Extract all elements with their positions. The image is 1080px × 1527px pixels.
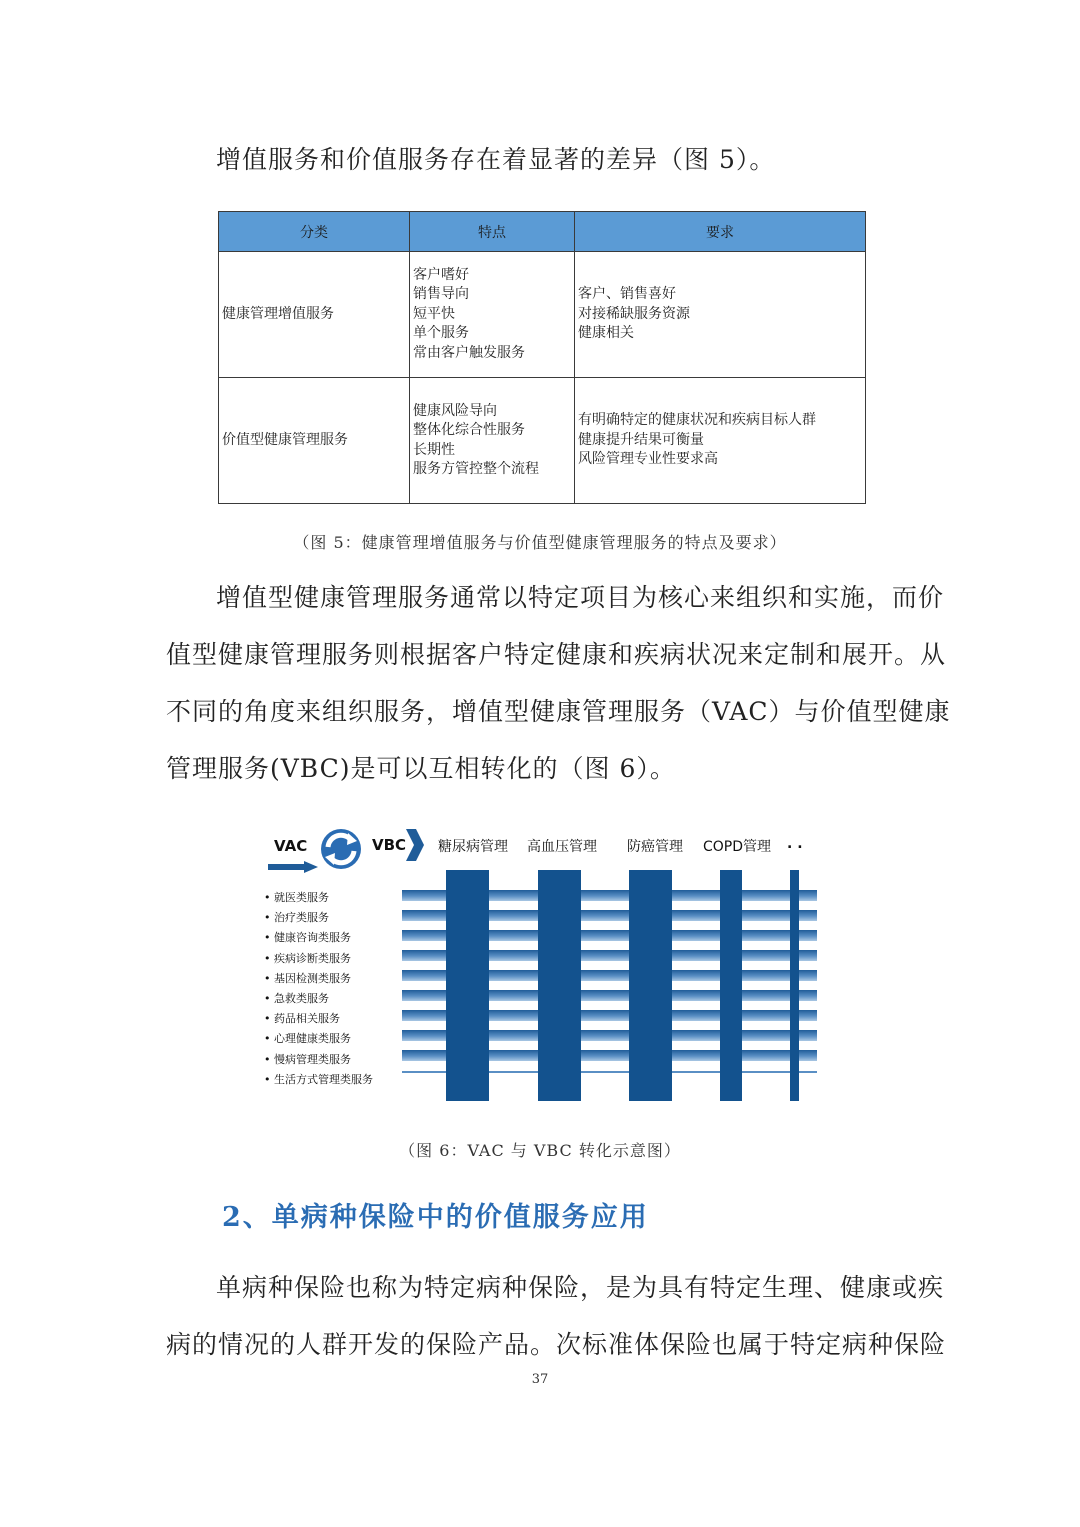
- refresh-cycle-icon: [314, 827, 368, 871]
- list-item: [264, 1009, 373, 1029]
- comparison-table: [218, 211, 866, 504]
- list-item: [264, 1029, 373, 1049]
- right-arrow-icon: [406, 829, 424, 861]
- bullet: •: [264, 931, 271, 945]
- service-label: 就医类服务: [274, 891, 329, 904]
- feature-item: 常由客户触发服务: [413, 344, 525, 361]
- service-list: [264, 888, 373, 1090]
- requirement-item: 客户、销售喜好: [578, 286, 676, 303]
- category-cell: [219, 378, 410, 504]
- disease-bar-cancer: [629, 870, 672, 1101]
- service-label: 药品相关服务: [274, 1012, 340, 1026]
- category-cell: [219, 252, 410, 378]
- vac-vbc-diagram: [260, 825, 830, 1115]
- bullet: •: [264, 1072, 271, 1086]
- service-label: 健康咨询类服务: [274, 931, 351, 945]
- body-paragraph-1: [166, 569, 951, 797]
- down-arrow-icon: [268, 861, 318, 875]
- service-label: 治疗类服务: [274, 911, 329, 925]
- list-item: [264, 989, 373, 1009]
- column-header-more: . .: [787, 836, 803, 852]
- paragraph-line: 不同的角度来组织服务，增值型健康管理服务（VAC）与价值型健康: [166, 697, 951, 726]
- feature-item: 服务方管控整个流程: [413, 461, 539, 477]
- table-row: [219, 252, 866, 378]
- requirements-cell: [575, 378, 866, 504]
- service-label: 心理健康类服务: [274, 1032, 351, 1046]
- column-header-hypertension: 高血压管理: [527, 839, 597, 855]
- requirement-item: 风险管理专业性要求高: [578, 451, 718, 468]
- requirement-item: 健康提升结果可衡量: [578, 431, 704, 448]
- feature-item: 整体化综合性服务: [413, 422, 525, 438]
- category-text: 价值型健康管理服务: [222, 431, 348, 448]
- table-header: 分类: [219, 212, 410, 252]
- disease-bar-hypertension: [538, 870, 581, 1101]
- list-item: [264, 1050, 373, 1070]
- paragraph-line: 单病种保险也称为特定病种保险，是为具有特定生理、健康或疾: [216, 1273, 945, 1302]
- bullet: •: [264, 1052, 271, 1066]
- service-label: 急救类服务: [274, 991, 329, 1005]
- service-label: 生活方式管理类服务: [274, 1072, 373, 1086]
- features-cell: [410, 252, 575, 378]
- category-text: 健康管理增值服务: [222, 305, 334, 322]
- column-header-diabetes: 糖尿病管理: [438, 839, 508, 855]
- vbc-label: VBC: [372, 836, 407, 854]
- list-item: [264, 888, 373, 908]
- list-item: [264, 969, 373, 989]
- figure6-caption: （图 6：VAC 与 VBC 转化示意图）: [399, 1141, 681, 1160]
- intro-line: 增值服务和价值服务存在着显著的差异（图 5）。: [216, 145, 776, 174]
- feature-item: 单个服务: [413, 325, 469, 342]
- features-cell: [410, 378, 575, 504]
- figure5-caption: （图 5：健康管理增值服务与价值型健康管理服务的特点及要求）: [293, 533, 787, 552]
- requirements-cell: [575, 252, 866, 378]
- bullet: •: [264, 971, 271, 985]
- body-paragraph-2: [166, 1259, 947, 1373]
- bullet: •: [264, 991, 271, 1005]
- feature-item: 短平快: [413, 305, 455, 322]
- section-heading: 2、单病种保险中的价值服务应用: [222, 1202, 649, 1233]
- service-label: 疾病诊断类服务: [274, 951, 351, 965]
- disease-bar-copd: [720, 870, 742, 1101]
- requirement-item: 对接稀缺服务资源: [578, 305, 690, 322]
- bullet: •: [264, 1012, 271, 1026]
- disease-bar-more: [790, 870, 799, 1101]
- bullet: •: [264, 911, 271, 925]
- table-header: 特点: [410, 212, 575, 252]
- requirement-item: 有明确特定的健康状况和疾病目标人群: [578, 412, 816, 429]
- feature-item: 健康风险导向: [413, 402, 497, 419]
- list-item: [264, 949, 373, 969]
- paragraph-line: 病的情况的人群开发的保险产品。次标准体保险也属于特定病种保险: [166, 1330, 947, 1359]
- table-header: 要求: [575, 212, 866, 252]
- list-item: [264, 1070, 373, 1090]
- requirement-item: 健康相关: [578, 325, 634, 342]
- page-number: 37: [531, 1372, 549, 1387]
- bullet: •: [264, 951, 271, 965]
- intro-paragraph: [166, 131, 918, 188]
- paragraph-line: 值型健康管理服务则根据客户特定健康和疾病状况来定制和展开。从: [166, 640, 947, 669]
- service-label: 基因检测类服务: [274, 971, 351, 985]
- bullet: •: [264, 1032, 271, 1046]
- feature-item: 销售导向: [413, 286, 469, 303]
- disease-bar-diabetes: [446, 870, 489, 1101]
- paragraph-line: 管理服务(VBC)是可以互相转化的（图 6）。: [166, 754, 676, 783]
- paragraph-line: 增值型健康管理服务通常以特定项目为核心来组织和实施，而价: [216, 583, 945, 612]
- list-item: [264, 908, 373, 928]
- feature-item: 客户嗜好: [413, 266, 469, 283]
- service-label: 慢病管理类服务: [274, 1052, 351, 1066]
- column-header-copd: COPD管理: [703, 839, 772, 855]
- vac-label: VAC: [274, 837, 308, 855]
- column-header-cancer: 防癌管理: [627, 839, 683, 855]
- feature-item: 长期性: [413, 441, 455, 458]
- bullet: •: [264, 891, 271, 904]
- list-item: [264, 928, 373, 948]
- table-header-row: [219, 212, 866, 252]
- table-row: [219, 378, 866, 504]
